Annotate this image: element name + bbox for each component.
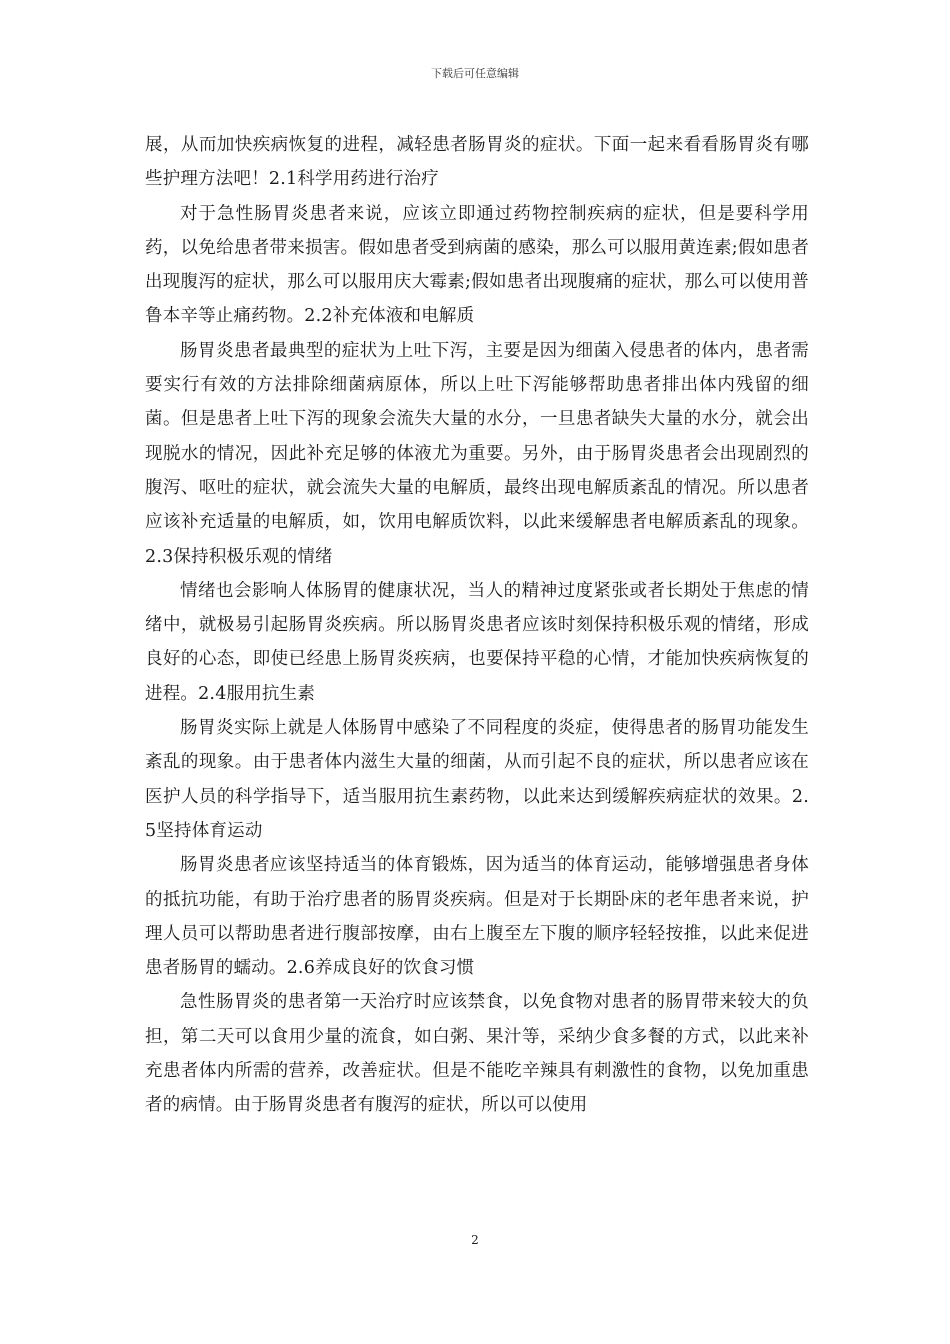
document-body [145,128,809,1123]
paragraph-5: 肠胃炎实际上就是人体肠胃中感染了不同程度的炎症，使得患者的肠胃功能发生紊乱的现象。由于患者体内滋生大量的细菌，从而引起不良的症状，所以患者应该在医护人员的科学指导下，适当服用抗生素药物，以此来达到缓解疾病症状的效果。2.5坚持体育运动 [145,718,809,841]
paragraph-4: 情绪也会影响人体肠胃的健康状况，当人的精神过度紧张或者长期处于焦虑的情绪中，就极易引起肠胃炎疾病。所以肠胃炎患者应该时刻保持积极乐观的情绪，形成良好的心态，即使已经患上肠胃炎疾病，也要保持平稳的心情，才能加快疾病恢复的进程。2.4服用抗生素 [145,580,809,704]
paragraph-3: 肠胃炎患者最典型的症状为上吐下泻，主要是因为细菌入侵患者的体内，患者需要实行有效的方法排除细菌病原体，所以上吐下泻能够帮助患者排出体内残留的细菌。但是患者上吐下泻的现象会流失大量的水分，一旦患者缺失大量的水分，就会出现脱水的情况，因此补充足够的体液尤为重要。另外，由于肠胃炎患者会出现剧烈的腹泻、呕吐的症状，就会流失大量的电解质，最终出现电解质紊乱的情况。所以患者应该补充适量的电解质，如，饮用电解质饮料，以此来缓解患者电解质紊乱的现象。2.3保持积极乐观的情绪 [145,340,809,567]
paragraph-7: 急性肠胃炎的患者第一天治疗时应该禁食，以免食物对患者的肠胃带来较大的负担，第二天可以食用少量的流食，如白粥、果汁等，采纳少食多餐的方式，以此来补充患者体内所需的营养，改善症状。但是不能吃辛辣具有刺激性的食物，以免加重患者的病情。由于肠胃炎患者有腹泻的症状，所以可以使用 [145,992,809,1116]
page-header: 下载后可任意编辑 [431,67,519,80]
paragraph-2: 对于急性肠胃炎患者来说，应该立即通过药物控制疾病的症状，但是要科学用药，以免给患者带来损害。假如患者受到病菌的感染，那么可以服用黄连素;假如患者出现腹泻的症状，那么可以服用庆大霉素;假如患者出现腹痛的症状，那么可以使用普鲁本辛等止痛药物。2.2补充体液和电解质 [145,203,809,327]
paragraph-1: 展，从而加快疾病恢复的进程，减轻患者肠胃炎的症状。下面一起来看看肠胃炎有哪些护理方法吧！2.1科学用药进行治疗 [145,135,809,190]
page-number: 2 [471,1233,479,1247]
paragraph-6: 肠胃炎患者应该坚持适当的体育锻炼，因为适当的体育运动，能够增强患者身体的抵抗功能，有助于治疗患者的肠胃炎疾病。但是对于长期卧床的老年患者来说，护理人员可以帮助患者进行腹部按摩，由右上腹至左下腹的顺序轻轻按推，以此来促进患者肠胃的蠕动。2.6养成良好的饮食习惯 [145,855,809,979]
